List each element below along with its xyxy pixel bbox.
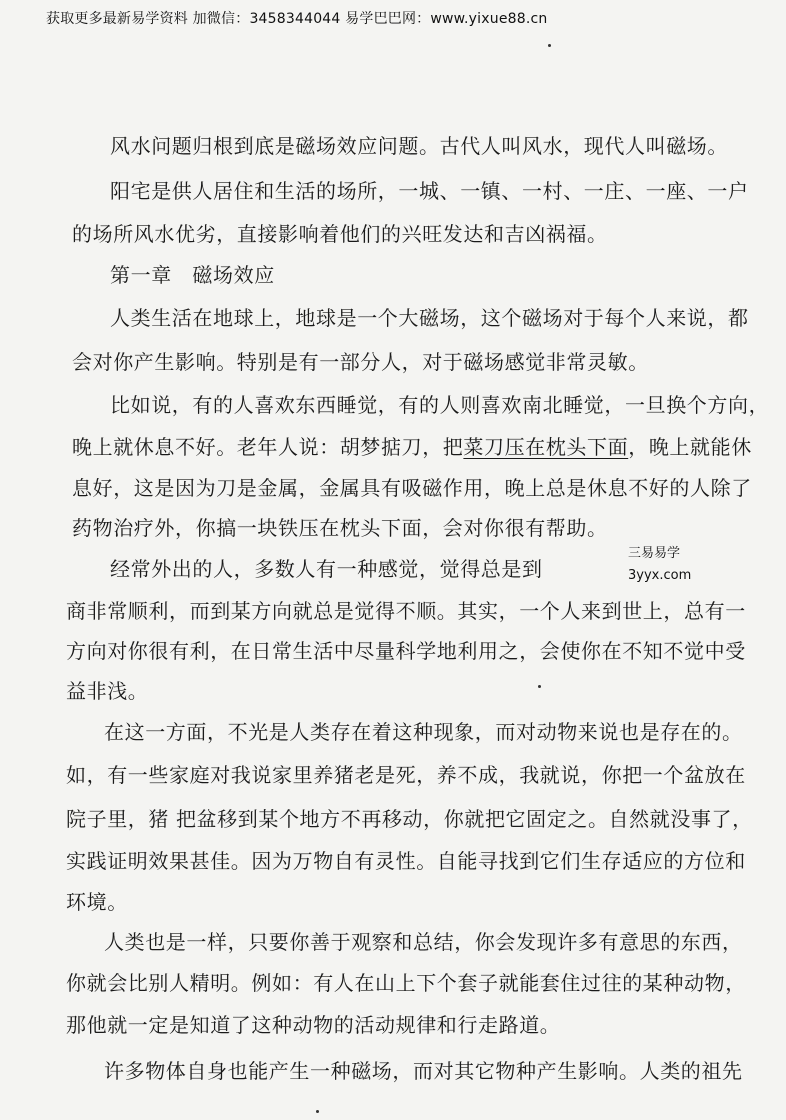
text-line: 阳宅是供人居住和生活的场所，一城、一镇、一村、一庄、一座、一户 <box>110 179 749 203</box>
stamp-url: 3yyx.com <box>628 568 692 583</box>
text-segment: 晚上就休息不好。老年人说：胡梦掂刀，把 <box>72 435 464 459</box>
text-line: 的场所风水优劣，直接影响着他们的兴旺发达和吉凶祸福。 <box>72 222 608 246</box>
text-line: 如，有一些家庭对我说家里养猪老是死，养不成，我就说，你把一个盆放在 <box>66 763 746 787</box>
text-line: 院子里，猪 把盆移到某个地方不再移动，你就把它固定之。自然就没事了， <box>66 807 753 831</box>
text-line: 在这一方面，不光是人类存在着这种现象，而对动物来说也是存在的。 <box>104 720 743 744</box>
text-line: 商非常顺利，而到某方向就总是觉得不顺。其实，一个人来到世上，总有一 <box>66 599 746 623</box>
text-line: 药物治疗外，你搞一块铁压在枕头下面，会对你很有帮助。 <box>72 516 608 540</box>
text-line: 那他就一定是知道了这种动物的活动规律和行走路道。 <box>66 1013 561 1037</box>
text-line: 人类生活在地球上，地球是一个大磁场，这个磁场对于每个人来说，都 <box>110 306 749 330</box>
text-segment: ，晚上就能休 <box>628 435 752 459</box>
text-line: 风水问题归根到底是磁场效应问题。古代人叫风水，现代人叫磁场。 <box>110 134 728 158</box>
stamp-name: 三易易学 <box>628 546 681 561</box>
chapter-heading: 第一章 磁场效应 <box>110 263 275 287</box>
text-line: 环境。 <box>66 890 128 914</box>
text-line: 益非浅。 <box>66 679 149 703</box>
text-line: 许多物体自身也能产生一种磁场，而对其它物种产生影响。人类的祖先 <box>104 1059 743 1083</box>
text-line: 你就会比别人精明。例如：有人在山上下个套子就能套住过往的某种动物， <box>66 971 746 995</box>
text-line <box>72 434 752 460</box>
scan-speck <box>548 44 551 47</box>
watermark-header: 获取更多最新易学资料 加微信：3458344044 易学巴巴网：www.yixue88.cn <box>46 11 548 27</box>
text-line: 方向对你很有利，在日常生活中尽量科学地利用之，会使你在不知不觉中受 <box>66 639 746 663</box>
text-line: 经常外出的人，多数人有一种感觉，觉得总是到 <box>110 557 543 581</box>
scan-speck <box>316 1110 319 1113</box>
underlined-phrase: 菜刀压在枕头下面 <box>463 435 629 459</box>
scan-speck <box>538 685 541 688</box>
text-line: 比如说，有的人喜欢东西睡觉，有的人则喜欢南北睡觉，一旦换个方向， <box>110 393 770 417</box>
website-stamp <box>628 543 691 587</box>
text-line: 实践证明效果甚佳。因为万物自有灵性。自能寻找到它们生存适应的方位和 <box>66 849 746 873</box>
text-line: 息好，这是因为刀是金属，金属具有吸磁作用，晚上总是休息不好的人除了 <box>72 476 752 500</box>
text-line: 会对你产生影响。特别是有一部分人，对于磁场感觉非常灵敏。 <box>72 350 649 374</box>
text-line: 人类也是一样，只要你善于观察和总结，你会发现许多有意思的东西， <box>104 930 743 954</box>
